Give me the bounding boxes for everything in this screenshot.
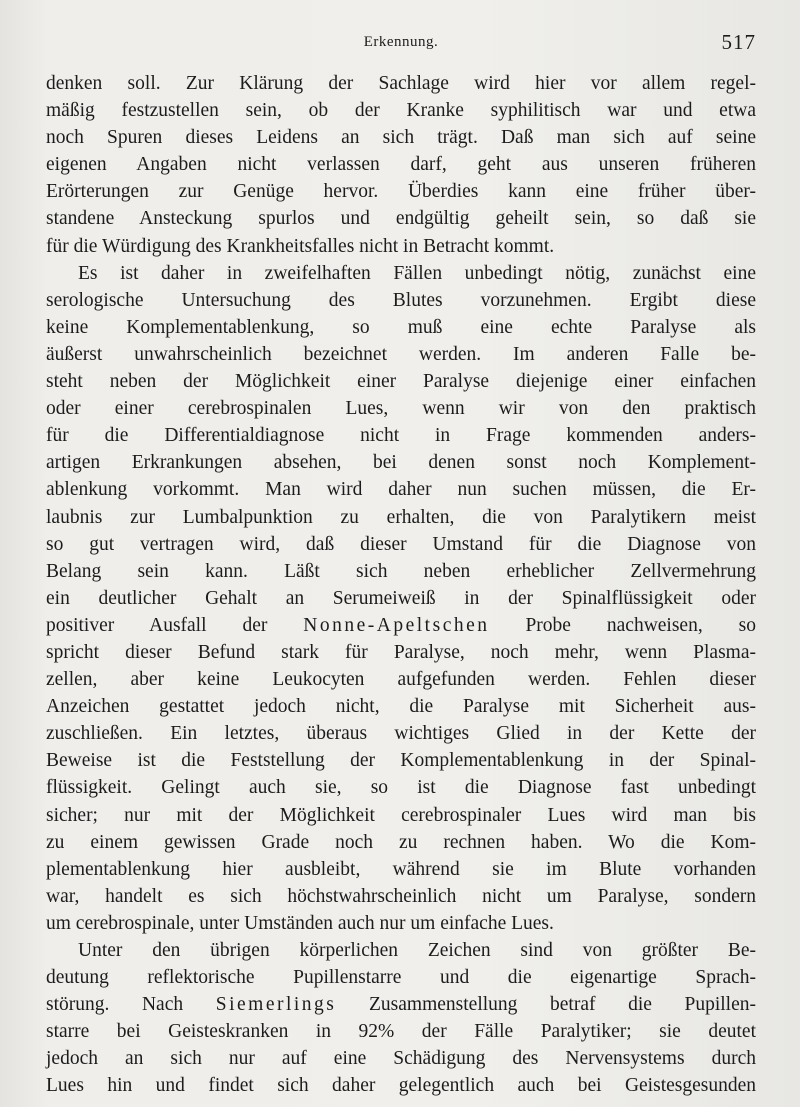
running-head: Erkennung. [363, 34, 439, 50]
text-line-start: positiver Ausfall der [46, 614, 304, 636]
text-line: Anzeichen gestattet jedoch nicht, die Paralyse mit Sicherheit aus- [46, 696, 756, 718]
text-line: denken soll. Zur Klärung der Sachlage wird hier vor allem regel- [46, 73, 756, 94]
text-line: keine Komplementablenkung, so muß eine echte Paralyse als [46, 316, 756, 338]
text-line: sicher; nur mit der Möglichkeit cerebrospinaler Lues wird man bis [46, 804, 756, 826]
text-line: starre bei Geisteskranken in 92% der Fälle Paralytiker; sie deutet [46, 1021, 756, 1043]
text-line: laubnis zur Lumbalpunktion zu erhalten, die von Paralytikern meist [46, 506, 756, 528]
text-line: deutung reflektorische Pupillenstarre und die eigenartige Sprach- [46, 967, 756, 989]
text-line: Beweise ist die Feststellung der Komplementablenkung in der Spinal- [46, 750, 756, 772]
text-line: so gut vertragen wird, daß dieser Umstand für die Diagnose von [46, 533, 756, 555]
text-line-end: Probe nachweisen, so [489, 614, 756, 636]
text-line: zuschließen. Ein letztes, überaus wichtiges Glied in der Kette der [46, 723, 756, 745]
text-line: zellen, aber keine Leukocyten aufgefunden werden. Fehlen dieser [46, 669, 756, 691]
text-line: plementablenkung hier ausbleibt, während sie im Blute vorhanden [46, 858, 756, 880]
text-line: eigenen Angaben nicht verlassen darf, geht aus unseren früheren [46, 154, 756, 176]
text-line: artigen Erkrankungen absehen, bei denen sonst noch Komplement- [46, 452, 756, 474]
text-line: Unter den übrigen körperlichen Zeichen sind von größter Be- [78, 940, 756, 961]
text-line: Es ist daher in zweifelhaften Fällen unbedingt nötig, zunächst eine [78, 262, 756, 284]
text-line: standene Ansteckung spurlos und endgültig geheilt sein, so daß sie [46, 208, 756, 230]
text-line: äußerst unwahrscheinlich bezeichnet werden. Im anderen Falle be- [46, 343, 756, 365]
text-line: jedoch an sich nur auf eine Schädigung des Nervensystems durch [46, 1048, 756, 1070]
text-line-start: störung. Nach [46, 994, 216, 1016]
text-line: ein deutlicher Gehalt an Serumeiweiß in der Spinalflüssigkeit oder [46, 587, 756, 609]
page-header [46, 30, 756, 60]
text-line: für die Differentialdiagnose nicht in Frage kommenden anders- [46, 425, 756, 447]
text-line: ablenkung vorkommt. Man wird daher nun suchen müssen, die Er- [46, 479, 756, 501]
text-line [46, 612, 756, 639]
text-line: zu einem gewissen Grade noch zu rechnen haben. Wo die Kom- [46, 831, 756, 853]
text-line: noch Spuren dieses Leidens an sich trägt. Daß man sich auf seine [46, 127, 756, 149]
text-line: steht neben der Möglichkeit einer Paralyse diejenige einer einfachen [46, 371, 756, 393]
spaced-name: Nonne-Apeltschen [303, 614, 490, 636]
text-line: war, handelt es sich höchstwahrscheinlich nicht um Paralyse, sondern [46, 885, 756, 907]
text-line [46, 991, 756, 1018]
text-line: für die Würdigung des Krankheitsfalles nicht in Betracht kommt. [46, 235, 555, 257]
text-line: Belang sein kann. Läßt sich neben erheblicher Zellvermehrung [46, 560, 756, 582]
text-line: Lues hin und findet sich daher gelegentlich auch bei Geistesgesunden [46, 1075, 756, 1097]
body-text [46, 70, 756, 1100]
text-line: flüssigkeit. Gelingt auch sie, so ist die Diagnose fast unbedingt [46, 777, 756, 799]
text-line: um cerebrospinale, unter Umständen auch nur um einfache Lues. [46, 912, 554, 934]
text-line: mäßig festzustellen sein, ob der Kranke syphilitisch war und etwa [46, 100, 756, 122]
text-line: oder einer cerebrospinalen Lues, wenn wir von den praktisch [46, 398, 756, 420]
spaced-name: Siemerlings [215, 994, 337, 1016]
page-number: 517 [721, 30, 756, 54]
text-line: Erörterungen zur Genüge hervor. Überdies kann eine früher über- [46, 181, 756, 203]
text-line: spricht dieser Befund stark für Paralyse, noch mehr, wenn Plasma- [46, 641, 756, 663]
text-line-end: Zusammenstellung betraf die Pupillen- [336, 994, 756, 1016]
text-line: serologische Untersuchung des Blutes vorzunehmen. Ergibt diese [46, 289, 756, 311]
